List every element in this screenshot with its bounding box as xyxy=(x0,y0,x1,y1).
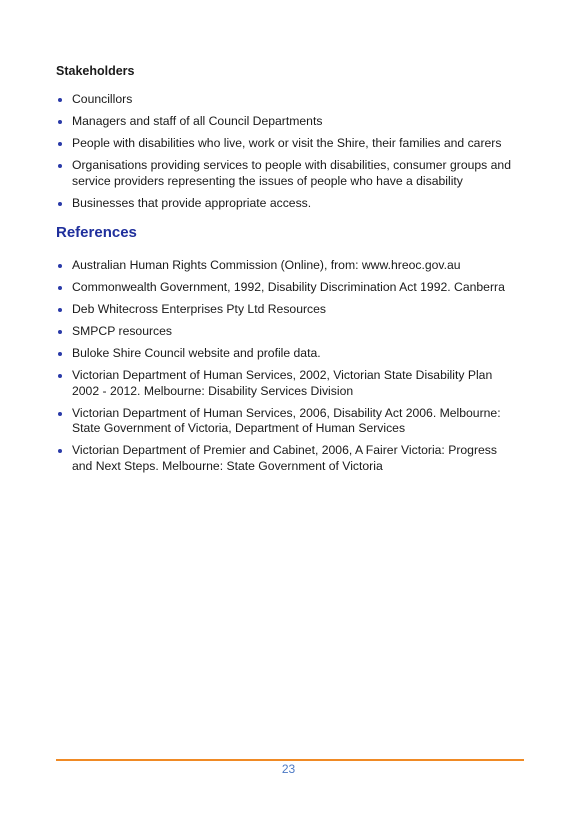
list-item xyxy=(56,324,516,340)
list-item-text: Victorian Department of Premier and Cabinet, 2006, A Fairer Victoria: Progress and Next Steps. Melbourne: State Government of Victoria xyxy=(72,443,497,473)
references-list xyxy=(56,258,516,481)
list-item-text: Victorian Department of Human Services, 2006, Disability Act 2006. Melbourne: State Government of Victoria, Department of Human Services xyxy=(72,405,501,435)
list-item xyxy=(56,280,516,296)
bullet-dot-icon xyxy=(58,412,62,416)
bullet-dot-icon xyxy=(58,374,62,378)
list-item xyxy=(56,136,516,152)
bullet-dot-icon xyxy=(58,330,62,334)
list-item xyxy=(56,196,516,212)
page-number: 23 xyxy=(281,762,296,776)
list-item-text: Deb Whitecross Enterprises Pty Ltd Resources xyxy=(72,302,327,316)
list-item-text: SMPCP resources xyxy=(72,324,173,338)
list-item-text: Councillors xyxy=(72,92,133,106)
bullet-dot-icon xyxy=(58,120,62,124)
list-item xyxy=(56,302,516,318)
bullet-dot-icon xyxy=(58,164,62,168)
list-item xyxy=(56,346,516,362)
bullet-dot-icon xyxy=(58,449,62,453)
bullet-dot-icon xyxy=(58,202,62,206)
list-item-text: Organisations providing services to people with disabilities, consumer groups and service providers representing the issues of people who have a disability xyxy=(72,158,511,188)
list-item xyxy=(56,158,516,189)
footer-rule xyxy=(56,759,524,761)
bullet-dot-icon xyxy=(58,264,62,268)
list-item xyxy=(56,92,516,108)
list-item-text: Australian Human Rights Commission (Online), from: www.hreoc.gov.au xyxy=(72,258,461,272)
list-item-text: Victorian Department of Human Services, 2002, Victorian State Disability Plan 2002 - 2012. Melbourne: Disability Services Division xyxy=(72,368,493,398)
stakeholders-heading: Stakeholders xyxy=(56,64,135,78)
bullet-dot-icon xyxy=(58,308,62,312)
bullet-dot-icon xyxy=(58,286,62,290)
list-item-text: Commonwealth Government, 1992, Disability Discrimination Act 1992. Canberra xyxy=(72,280,505,294)
list-item xyxy=(56,443,516,474)
bullet-dot-icon xyxy=(58,352,62,356)
bullet-dot-icon xyxy=(58,142,62,146)
list-item-text: Businesses that provide appropriate access. xyxy=(72,195,312,210)
list-item xyxy=(56,258,516,274)
stakeholders-list xyxy=(56,92,516,218)
references-heading: References xyxy=(56,224,137,241)
list-item-text: People with disabilities who live, work or visit the Shire, their families and carers xyxy=(72,136,502,150)
list-item xyxy=(56,406,516,437)
bullet-dot-icon xyxy=(58,98,62,102)
list-item xyxy=(56,368,516,399)
list-item-text: Buloke Shire Council website and profile data. xyxy=(72,346,321,360)
list-item-text: Managers and staff of all Council Departments xyxy=(72,114,323,128)
list-item xyxy=(56,114,516,130)
